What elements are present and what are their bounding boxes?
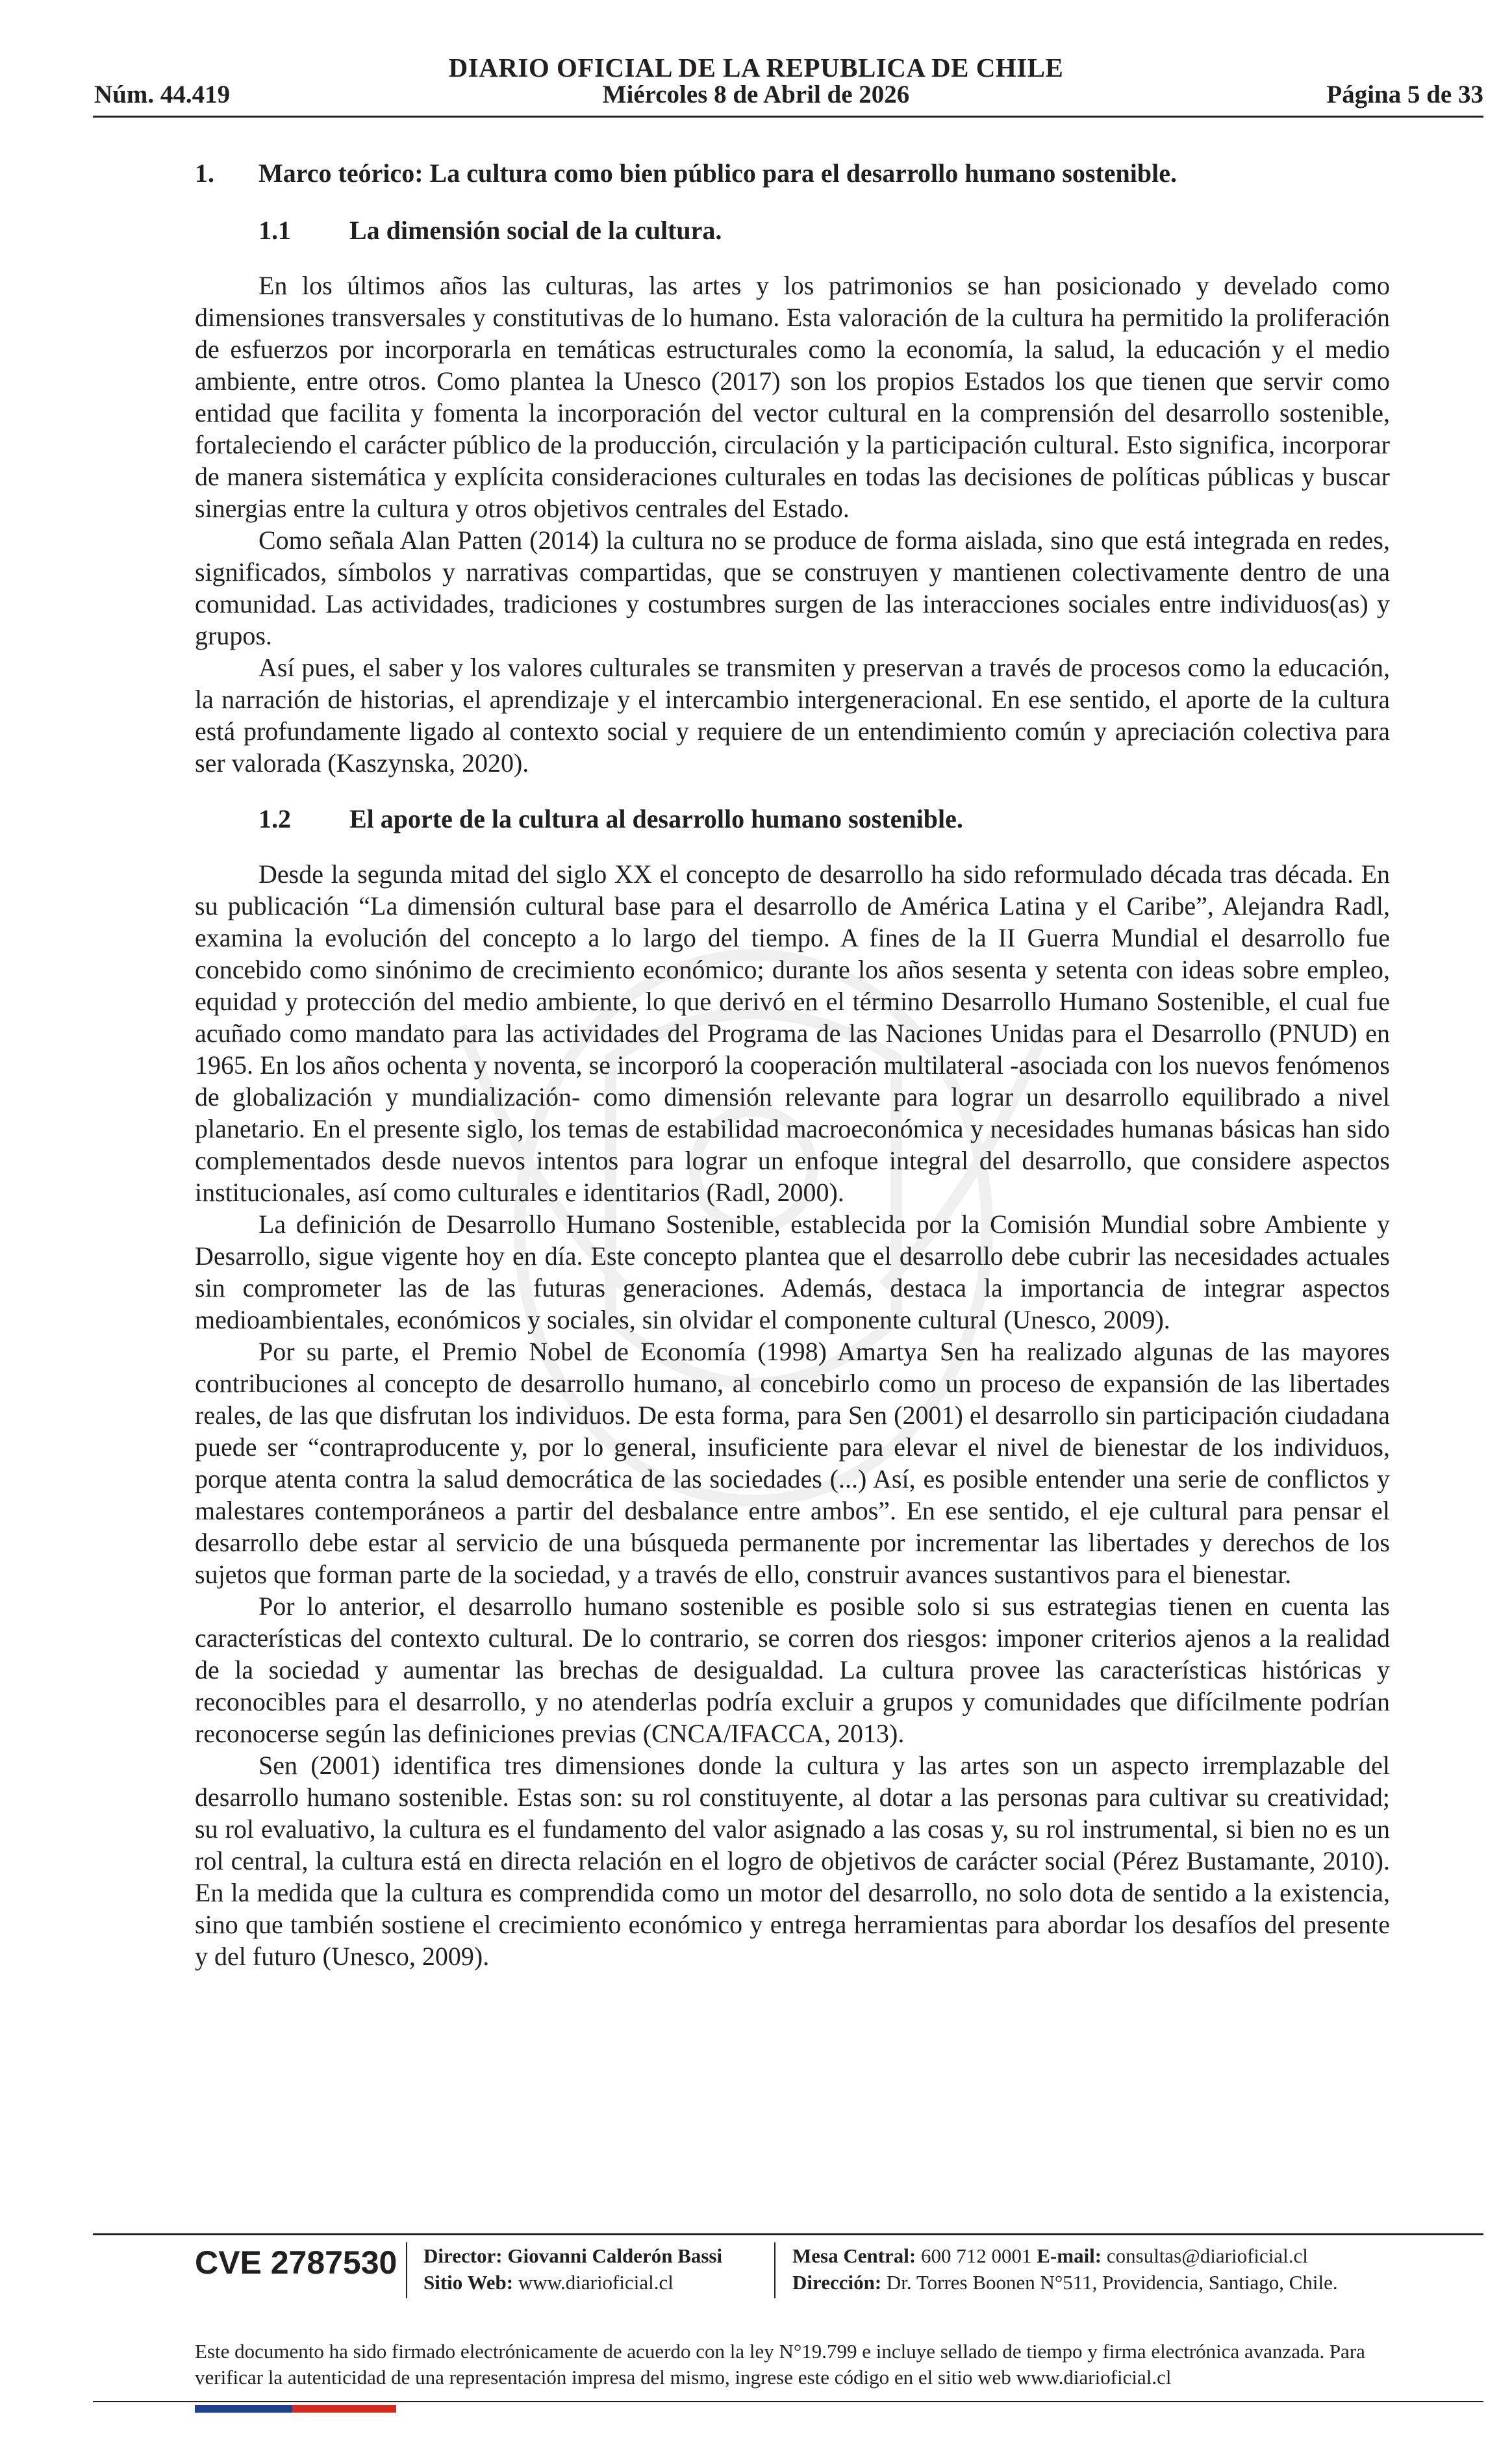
subsection-2-body	[195, 858, 1390, 1972]
subsection-heading	[258, 804, 1390, 835]
footer-director-block	[423, 2242, 722, 2296]
subsection-number: 1.1	[258, 216, 291, 245]
issue-date: Miércoles 8 de Abril de 2026	[602, 81, 910, 108]
subsection-1-body	[195, 270, 1390, 779]
flag-red-segment	[292, 2405, 396, 2413]
header-divider	[93, 116, 1483, 118]
subsection-title: La dimensión social de la cultura.	[349, 216, 722, 245]
section-number: 1.	[195, 159, 214, 188]
subsection-heading	[258, 215, 1390, 246]
newspaper-title: DIARIO OFICIAL DE LA REPUBLICA DE CHILE	[448, 53, 1064, 82]
email-label: E-mail:	[1037, 2244, 1102, 2267]
paragraph: Por lo anterior, el desarrollo humano sostenible es posible solo si sus estrategias tienen en cuenta las características del contexto cultural. De lo contrario, se corren dos riesgos: imponer criterios ajenos a la realidad de la sociedad y aumentar las brechas de desigualdad. La cultura provee las características históricas y reconocibles para el desarrollo, y no atenderlas podría excluir a grupos y comunidades que difícilmente podrían reconocerse según las definiciones previas (CNCA/IFACCA, 2013).	[195, 1592, 1390, 1748]
cve-code: CVE 2787530	[195, 2244, 397, 2281]
footer-separator	[406, 2242, 407, 2298]
subsection-number: 1.2	[258, 804, 291, 833]
paragraph: Como señala Alan Patten (2014) la cultura no se produce de forma aislada, sino que está integrada en redes, significados, símbolos y narrativas compartidas, que se construyen y mantienen colectivamente dentro de una comunidad. Las actividades, tradiciones y costumbres surgen de las interacciones sociales entre individuos(as) y grupos.	[195, 526, 1390, 650]
director-name: Giovanni Calderón Bassi	[507, 2244, 723, 2267]
electronic-signature-note: Este documento ha sido firmado electrónicamente de acuerdo con la ley N°19.799 e incluye sellado de tiempo y firma electrónica avanzada. Para verificar la autenticidad de una representación impresa del mismo, ingrese este código en el sitio web www.diarioficial.cl	[195, 2340, 1365, 2389]
email-link[interactable]: consultas@diarioficial.cl	[1106, 2244, 1308, 2267]
address-label: Dirección:	[792, 2271, 882, 2294]
document-body	[195, 149, 1390, 1972]
address-value: Dr. Torres Boonen N°511, Providencia, Santiago, Chile.	[886, 2271, 1338, 2294]
director-label: Director:	[423, 2244, 503, 2267]
site-link[interactable]: www.diarioficial.cl	[518, 2271, 674, 2294]
paragraph: Desde la segunda mitad del siglo XX el concepto de desarrollo ha sido reformulado década tras década. En su publicación “La dimensión cultural base para el desarrollo de América Latina y el Caribe”, Alejandra Radl, examina la evolución del concepto a lo largo del tiempo. A fines de la II Guerra Mundial el desarrollo fue concebido como sinónimo de crecimiento económico; durante los años sesenta y setenta con ideas sobre empleo, equidad y protección del medio ambiente, lo que derivó en el término Desarrollo Humano Sostenible, el cual fue acuñado como mandato para las actividades del Programa de las Naciones Unidas para el Desarrollo (PNUD) en 1965. En los años ochenta y noventa, se incorporó la cooperación multilateral -asociada con los nuevos fenómenos de globalización y mundialización- como dimensión relevante para lograr un desarrollo equilibrado a nivel planetario. En el presente siglo, los temas de estabilidad macroeconómica y necesidades humanas básicas han sido complementados desde nuevos intentos para lograr un enfoque integral del desarrollo, que considere aspectos institucionales, así como culturales e identitarios (Radl, 2000).	[195, 859, 1390, 1207]
issue-number: Núm. 44.419	[94, 81, 231, 108]
paragraph: Sen (2001) identifica tres dimensiones donde la cultura y las artes son un aspecto irremplazable del desarrollo humano sostenible. Estas son: su rol constituyente, al dotar a las personas para cultivar su creatividad; su rol evaluativo, la cultura es el fundamento del valor asignado a las cosas y, su rol instrumental, si bien no es un rol central, la cultura está en directa relación en el logro de objetivos de carácter social (Pérez Bustamante, 2010). En la medida que la cultura es comprendida como un motor del desarrollo, no solo dota de sentido a la existencia, sino que también sostiene el crecimiento económico y entrega herramientas para abordar los desafíos del presente y del futuro (Unesco, 2009).	[195, 1751, 1390, 1971]
footer-divider	[93, 2233, 1483, 2235]
site-label: Sitio Web:	[423, 2271, 514, 2294]
section-title: Marco teórico: La cultura como bien público para el desarrollo humano sostenible.	[258, 159, 1178, 188]
flag-color-bar	[195, 2405, 396, 2413]
page-indicator: Página 5 de 33	[1326, 81, 1483, 108]
subsection-title: El aporte de la cultura al desarrollo humano sostenible.	[349, 804, 963, 833]
paragraph: Así pues, el saber y los valores culturales se transmiten y preservan a través de procesos como la educación, la narración de historias, el aprendizaje y el intercambio intergeneracional. En ese sentido, el aporte de la cultura está profundamente ligado al contexto social y requiere de un entendimiento común y apreciación colectiva para ser valorada (Kaszynska, 2020).	[195, 653, 1390, 778]
paragraph: Por su parte, el Premio Nobel de Economía (1998) Amartya Sen ha realizado algunas de las mayores contribuciones al concepto de desarrollo humano, al concebirlo como un proceso de expansión de las libertades reales, de las que disfrutan los individuos. De esta forma, para Sen (2001) el desarrollo sin participación ciudadana puede ser “contraproducente y, por lo general, insuficiente para elevar el nivel de bienestar de los individuos, porque atenta contra la salud democrática de las sociedades (...) Así, es posible entender una serie de conflictos y malestares contemporáneos a partir del desbalance entre ambos”. En ese sentido, el eje cultural para pensar el desarrollo debe estar al servicio de una búsqueda permanente por incrementar las libertades y derechos de los sujetos que forman parte de la sociedad, y a través de ello, construir avances sustantivos para el bienestar.	[195, 1337, 1390, 1589]
section-heading	[195, 158, 1390, 189]
mesa-label: Mesa Central:	[792, 2244, 916, 2267]
footer-contact-block	[792, 2242, 1338, 2296]
paragraph: La definición de Desarrollo Humano Sostenible, establecida por la Comisión Mundial sobre Ambiente y Desarrollo, sigue vigente hoy en día. Este concepto plantea que el desarrollo debe cubrir las necesidades actuales sin comprometer las de las futuras generaciones. Además, destaca la importancia de integrar aspectos medioambientales, económicos y sociales, sin olvidar el componente cultural (Unesco, 2009).	[195, 1210, 1390, 1334]
mesa-phone: 600 712 0001	[921, 2244, 1032, 2267]
flag-blue-segment	[195, 2405, 292, 2413]
footer-bottom-rule	[93, 2401, 1483, 2402]
paragraph: En los últimos años las culturas, las artes y los patrimonios se han posicionado y develado como dimensiones transversales y constitutivas de lo humano. Esta valoración de la cultura ha permitido la proliferación de esfuerzos por incorporarla en temáticas estructurales como la economía, la salud, la educación y el medio ambiente, entre otros. Como plantea la Unesco (2017) son los propios Estados los que tienen que servir como entidad que facilita y fomenta la incorporación del vector cultural en la comprensión del desarrollo sostenible, fortaleciendo el carácter público de la producción, circulación y la participación cultural. Esto significa, incorporar de manera sistemática y explícita consideraciones culturales en todas las decisiones de políticas públicas y buscar sinergias entre la cultura y otros objetivos centrales del Estado.	[195, 271, 1390, 523]
footer-separator	[774, 2242, 775, 2298]
